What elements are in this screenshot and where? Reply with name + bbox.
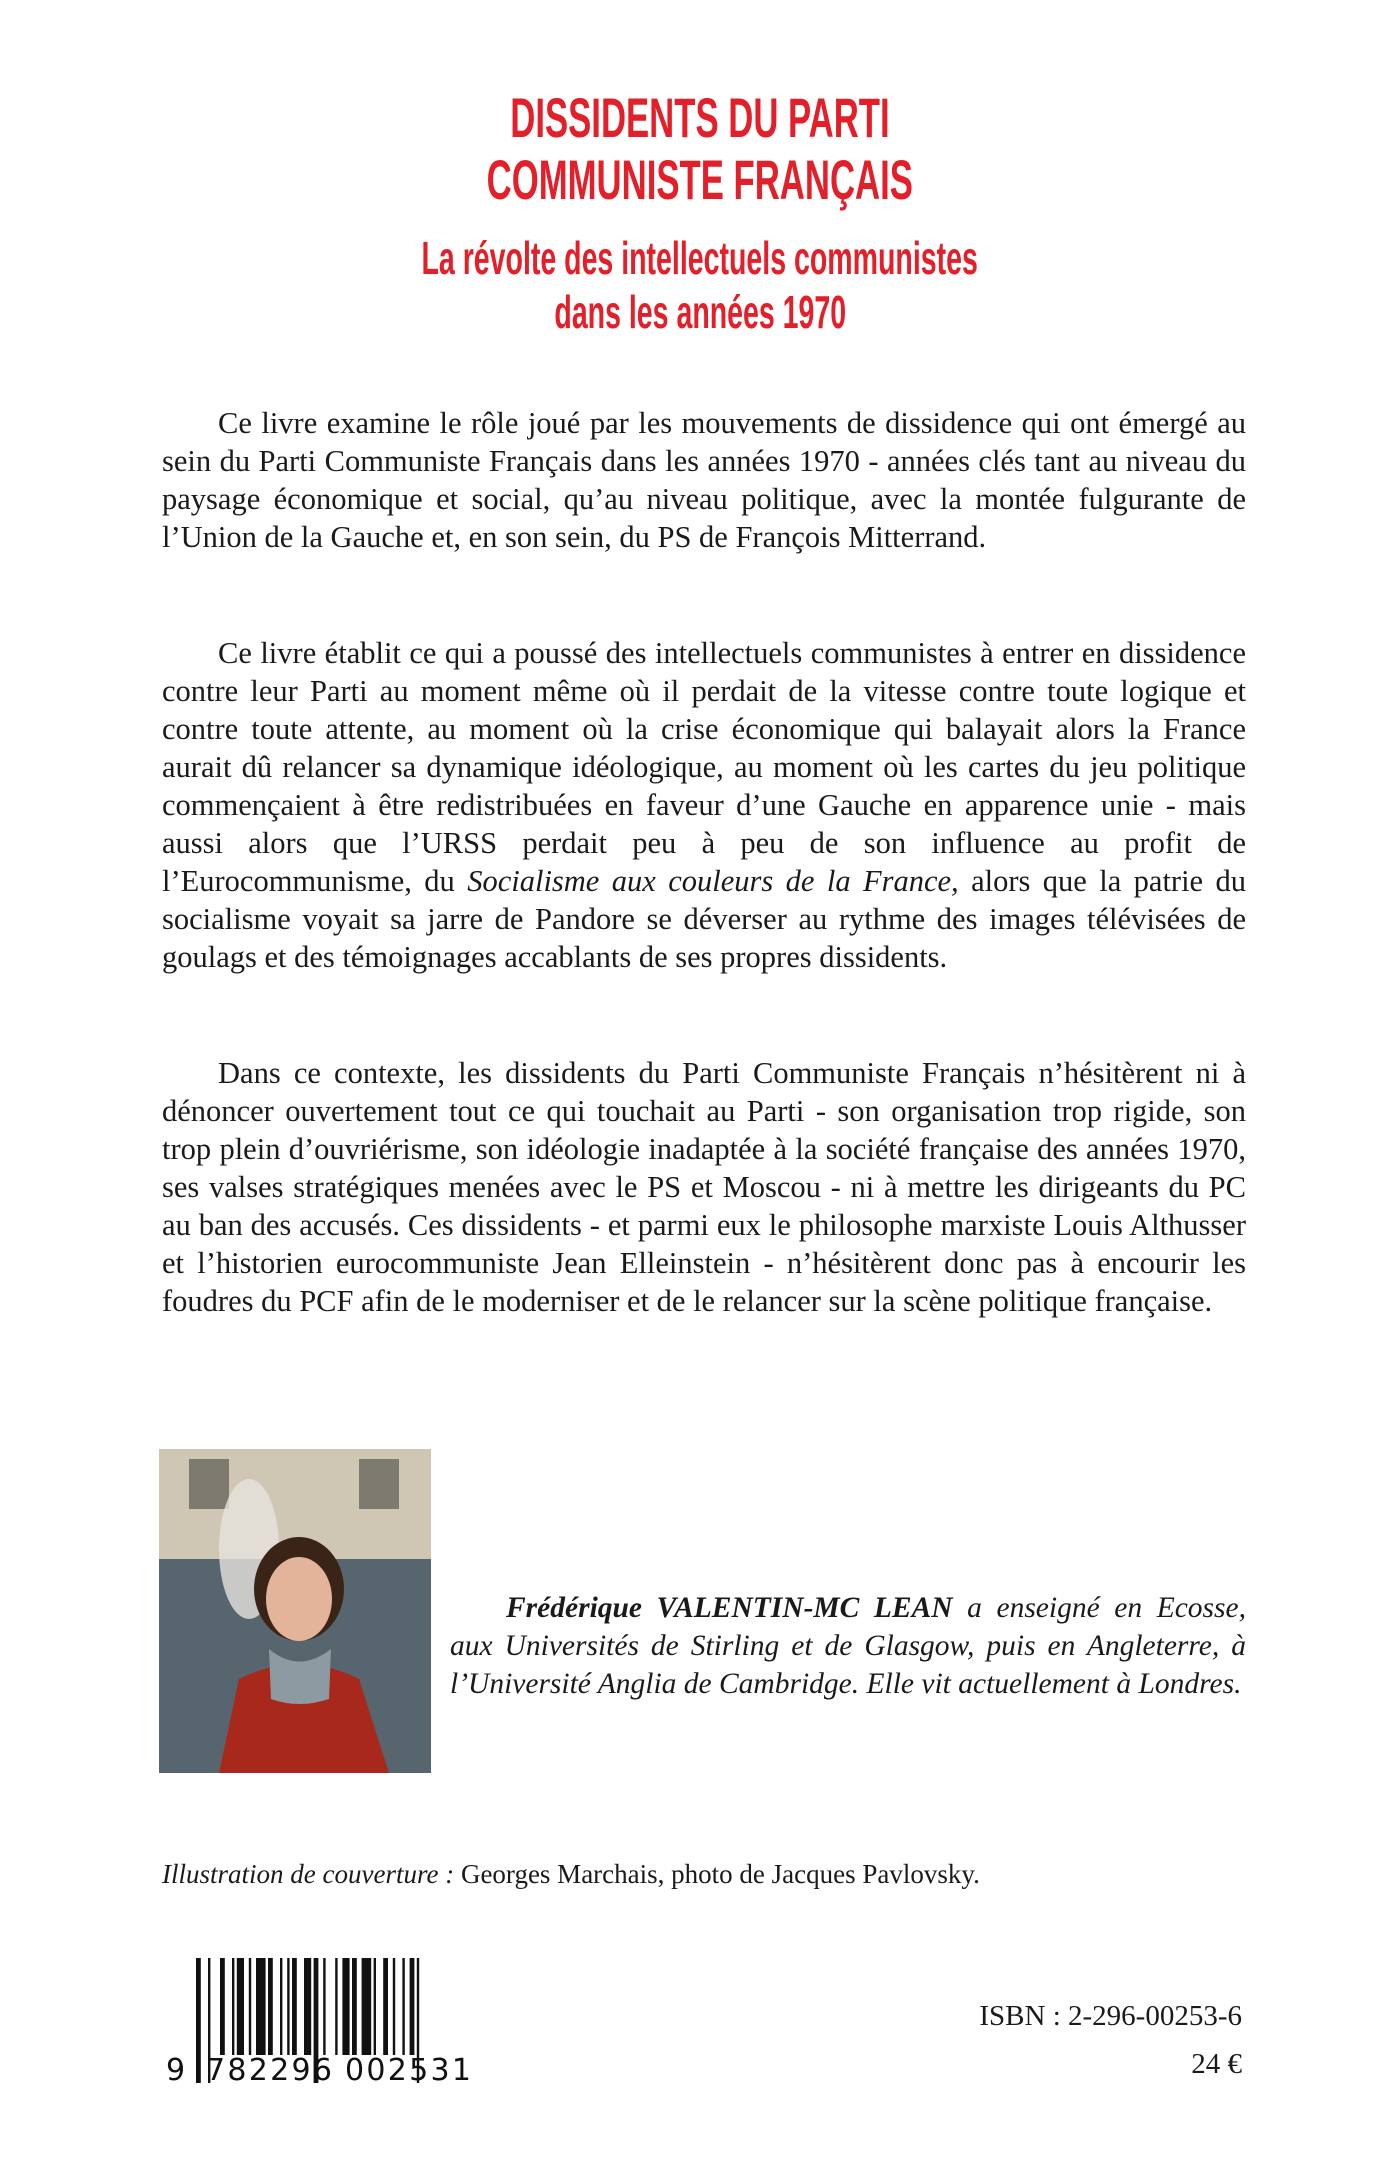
barcode-bar: [280, 1958, 282, 2055]
barcode-bar: [374, 1958, 376, 2055]
price: 24 €: [1191, 2048, 1242, 2080]
barcode-bar: [352, 1958, 357, 2055]
barcode-bar: [335, 1958, 337, 2055]
author-bio: Frédérique VALENTIN-MC LEAN a enseigné en Ecosse, aux Universités de Stirling et de Glasgow, puis en Angleterre, à l’Université Anglia de Cambridge. Elle vit actuellement à Londres.: [450, 1592, 1246, 1700]
author-name: Frédérique VALENTIN-MC LEAN: [506, 1592, 953, 1624]
book-subtitle-line-2: dans les années 1970: [554, 286, 846, 338]
summary-paragraph-1: Ce livre examine le rôle joué par les mouvements de dissidence qui ont émergé au sein du Parti Communiste Français dans les années 1970 - années clés tant au niveau du paysage économique et social, qu’au niveau politique, avec la montée fulgurante de l’Union de la Gauche et, en son sein, du PS de François Mitterrand.: [162, 406, 1246, 554]
summary-paragraph-3: Dans ce contexte, les dissidents du Parti Communiste Français n’hésitèrent ni à dénoncer ouvertement tout ce qui touchait au Parti - son organisation trop rigide, son trop plein d’ouvriérisme, son idéologie inadaptée à la société française des années 1970, ses valses stratégiques menées avec le PS et Moscou - ni à mettre les dirigeants du PC au ban des accusés. Ces dissidents - et parmi eux le philosophe marxiste Louis Althusser et l’historien eurocommuniste Jean Elleinstein - n’hésitèrent donc pas à encourir les foudres du PCF afin de le moderniser et de le relancer sur la scène politique française.: [162, 1056, 1246, 1318]
barcode-bar: [249, 1958, 251, 2055]
barcode-bar: [232, 1958, 234, 2055]
summary-paragraph-2: Ce livre établit ce qui a poussé des intellectuels communistes à entrer en dissidence contre leur Parti au moment même où il perdait de la vitesse contre toute logique et contre toute attente, au moment où la crise économique qui balayait alors la France aurait dû relancer sa dynamique idéologique, au moment où les cartes du jeu politique commençaient à être redistribuées en faveur d’une Gauche en apparence unie - mais aussi alors que l’URSS perdait peu à peu de son influence au profit de l’Eurocommunisme, du Socialisme aux couleurs de la France, alors que la patrie du socialisme voyait sa jarre de Pandore se déverser au rythme des images télévisées de goulags et des témoignages accablants de ses propres dissidents.: [162, 636, 1246, 974]
barcode-bar: [410, 1958, 415, 2055]
barcode-bar: [292, 1958, 297, 2055]
isbn-number: ISBN : 2-296-00253-6: [979, 2000, 1242, 2032]
barcode-digit-first: 9: [166, 2053, 186, 2088]
cover-illustration-credit: Illustration de couverture : Georges Marchais, photo de Jacques Pavlovsky.: [162, 1859, 980, 1889]
barcode-bar: [342, 1958, 349, 2055]
barcode-bar: [402, 1958, 404, 2055]
barcode-bar: [383, 1958, 388, 2055]
barcode-bar: [393, 1958, 395, 2055]
barcode-bar: [220, 1958, 225, 2055]
barcode-bar: [323, 1958, 325, 2055]
author-photo: [159, 1449, 431, 1773]
barcode-bar: [362, 1958, 372, 2055]
barcode-digits-left: 782296: [206, 2053, 332, 2088]
isbn-barcode: [160, 1958, 500, 2088]
book-subtitle-line-1: La révolte des intellectuels communistes: [421, 232, 979, 284]
barcode-digits-right: 002531: [345, 2053, 471, 2088]
barcode-bar: [256, 1958, 266, 2055]
barcode-bar: [237, 1958, 244, 2055]
barcode-bar: [287, 1958, 289, 2055]
barcode-bar: [196, 1958, 201, 2083]
barcode-bar: [268, 1958, 273, 2055]
barcode-bar: [304, 1958, 311, 2055]
book-title-line-1: DISSIDENTS DU PARTI: [510, 86, 890, 149]
book-title-line-2: COMMUNISTE FRANÇAIS: [486, 148, 914, 211]
